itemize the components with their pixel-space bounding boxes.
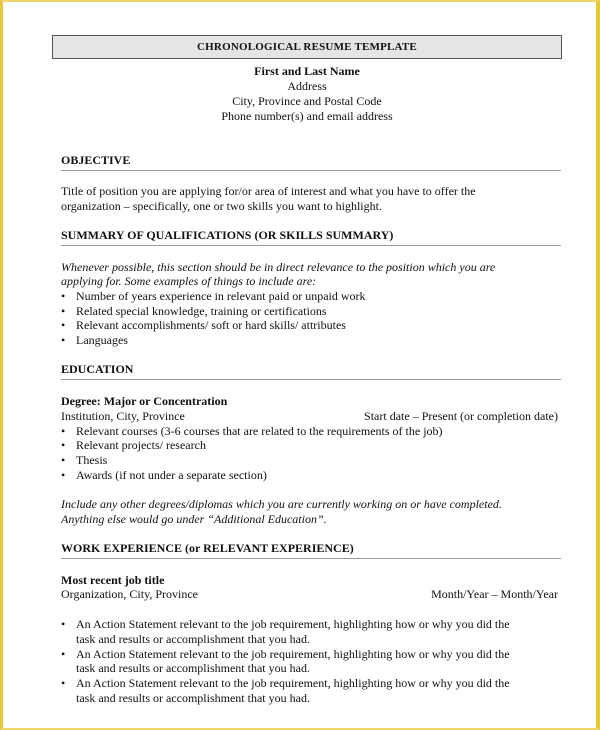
summary-intro-line: Whenever possible, this section should be in direct relevance to the position which you are — [61, 260, 496, 274]
list-item: • Thesis — [61, 453, 108, 467]
education-degree: Degree: Major or Concentration — [61, 394, 228, 408]
bullet-icon: • — [61, 438, 66, 452]
candidate-address: Address — [287, 79, 327, 93]
education-note-line: Anything else would go under “Additional Education”. — [61, 512, 327, 526]
document-title: CHRONOLOGICAL RESUME TEMPLATE — [52, 35, 562, 59]
list-item: • Relevant courses (3-6 courses that are related to the requirements of the job) — [61, 424, 443, 438]
objective-line: organization – specifically, one or two skills you want to highlight. — [61, 199, 382, 213]
section-heading-objective: OBJECTIVE — [61, 153, 561, 171]
bullet-icon: • — [61, 617, 66, 631]
section-heading-education: EDUCATION — [61, 362, 561, 380]
section-heading-work: WORK EXPERIENCE (or RELEVANT EXPERIENCE) — [61, 541, 561, 559]
summary-intro-line: applying for. Some examples of things to include are: — [61, 274, 317, 288]
list-item: • Awards (if not under a separate section) — [61, 468, 267, 482]
list-item: • An Action Statement relevant to the job requirement, highlighting how or why you did the — [61, 617, 510, 631]
bullet-icon: • — [61, 304, 66, 318]
list-item-continuation: task and results or accomplishment that you had. — [76, 661, 310, 675]
list-item: • Related special knowledge, training or certifications — [61, 304, 327, 318]
job-dates: Month/Year – Month/Year — [431, 587, 558, 601]
bullet-icon: • — [61, 468, 66, 482]
list-item: • Relevant accomplishments/ soft or hard skills/ attributes — [61, 318, 346, 332]
job-organization: Organization, City, Province — [61, 587, 198, 601]
education-note-line: Include any other degrees/diplomas which you are currently working on or have completed. — [61, 497, 502, 511]
list-item: • Languages — [61, 333, 128, 347]
section-heading-summary: SUMMARY OF QUALIFICATIONS (OR SKILLS SUMMARY) — [61, 228, 561, 246]
candidate-city: City, Province and Postal Code — [232, 94, 382, 108]
education-dates: Start date – Present (or completion date) — [364, 409, 558, 423]
candidate-name: First and Last Name — [254, 64, 360, 78]
job-title: Most recent job title — [61, 573, 165, 587]
list-item: • Number of years experience in relevant paid or unpaid work — [61, 289, 366, 303]
list-item-continuation: task and results or accomplishment that you had. — [76, 632, 310, 646]
bullet-icon: • — [61, 676, 66, 690]
bullet-icon: • — [61, 424, 66, 438]
list-item-continuation: task and results or accomplishment that you had. — [76, 691, 310, 705]
education-institution: Institution, City, Province — [61, 409, 185, 423]
bullet-icon: • — [61, 333, 66, 347]
bullet-icon: • — [61, 453, 66, 467]
list-item: • Relevant projects/ research — [61, 438, 206, 452]
list-item: • An Action Statement relevant to the job requirement, highlighting how or why you did the — [61, 647, 510, 661]
bullet-icon: • — [61, 289, 66, 303]
bullet-icon: • — [61, 647, 66, 661]
objective-line: Title of position you are applying for/or area of interest and what you have to offer the — [61, 184, 476, 198]
bullet-icon: • — [61, 318, 66, 332]
list-item: • An Action Statement relevant to the job requirement, highlighting how or why you did the — [61, 676, 510, 690]
candidate-contact: Phone number(s) and email address — [221, 109, 393, 123]
